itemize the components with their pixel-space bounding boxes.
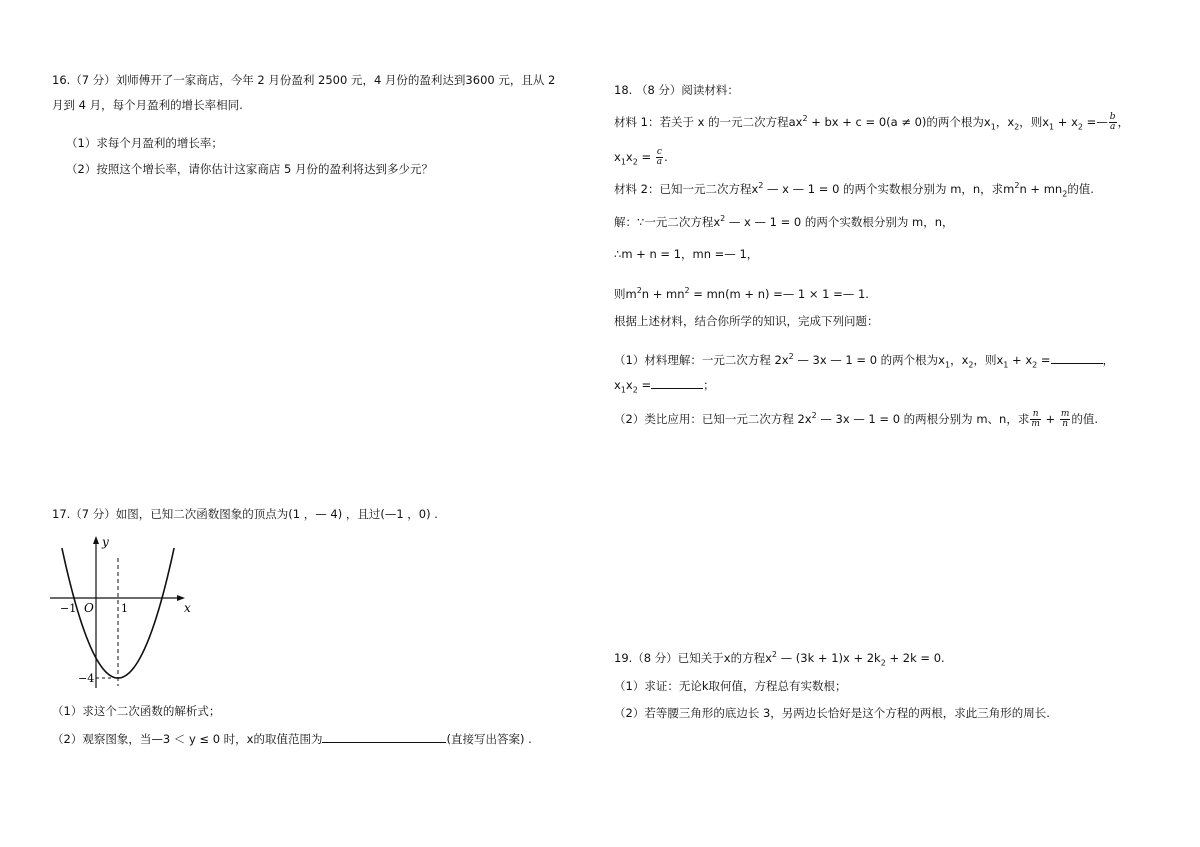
tick-label-neg1: −1 [60,602,77,615]
q18-material2: 材料 2：已知一元二次方程$x^2$ — x — 1 = 0 的两个实数根分别为 m，n，求$m^2n + mn_2$的值. [614,181,1094,199]
q18-part2: （2）类比应用：已知一元二次方程 $2x^2$ — 3x — 1 = 0 的两根分别为 m、n，求 $\frac{n}{m}$ + $\frac{m}{n}$ 的值. [614,409,1099,429]
q18-part1-line2: $x_1x_2$ = ； [614,378,715,395]
q18-solution-line1: 解：∵一元二次方程$x^2$ — x — 1 = 0 的两个实数根分别为 m，n， [614,214,954,229]
q19-part2: （2）若等腰三角形的底边长 3，另两边长恰好是这个方程的两根，求此三角形的周长. [614,706,1050,720]
q17-answer-blank [322,731,446,743]
q18-material1-line2: $x_1x_2$ = $\frac{c}{a}$ . [614,147,668,167]
q19-stem: 19.（8 分）已知关于x的方程$x^2$ — $(3k + 1)x + 2k_2 + 2k = 0$. [614,650,945,668]
q16-stem-line2: 月到 4 月，每个月盈利的增长率相同. [52,98,243,112]
fraction-b-over-a: $\frac{b}{a}$ [1109,112,1116,132]
q18-solution-line3: 则$m^2n + mn^2 = mn(m + n)$ =— 1 × 1 =— 1. [614,286,869,301]
q18-sum-blank [1051,352,1103,364]
tick-label-neg4: −4 [78,672,95,685]
parabola-graph [48,530,193,690]
q18-solution-line2: ∴m + n = 1，mn =— 1， [614,247,759,261]
q18-product-blank [651,377,703,389]
q18-material1-line1: 材料 1：若关于 x 的一元二次方程$ax^2$ + bx + c = 0(a ≠ 0)的两个根为$x_1$，$x_2$，则$x_1 + x_2$ =— $\frac{b}{a}$ ， [614,112,1130,132]
fraction-n-over-m: $\frac{n}{m}$ [1031,409,1040,429]
q18-part1-line1: （1）材料理解：一元二次方程 $2x^2$ — 3x — 1 = 0 的两个根为$x_1$，$x_2$，则$x_1 + x_2$ = ， [614,352,1115,370]
q17-part1: （1）求这个二次函数的解析式； [52,704,221,718]
q18-title: 18. （8 分）阅读材料： [614,83,739,97]
fraction-c-over-a: $\frac{c}{a}$ [656,147,663,167]
y-axis-arrow-icon [93,536,99,544]
q19-part1: （1）求证：无论k取何值，方程总有实数根； [614,679,847,693]
q16-part1: （1）求每个月盈利的增长率； [66,136,223,150]
q17-stem: 17.（7 分）如图，已知二次函数图象的顶点为(1 ，— 4) ，且过(—1 ，0) . [52,507,438,521]
origin-label: O [84,601,94,615]
fraction-m-over-n: $\frac{m}{n}$ [1060,409,1070,429]
x-axis-label: x [184,601,191,615]
y-axis-label: y [102,535,109,549]
tick-label-1: 1 [121,602,128,615]
q16-part2: （2）按照这个增长率，请你估计这家商店 5 月份的盈利将达到多少元？ [66,162,433,176]
q17-part2: （2）观察图象，当—3 ＜ y ≤ 0 时，x的取值范围为 (直接写出答案) . [52,732,532,746]
q18-instruction: 根据上述材料，结合你所学的知识，完成下列问题： [614,314,879,328]
q16-stem-line1: 16.（7 分）刘师傅开了一家商店，今年 2 月份盈利 2500 元，4 月份的盈利达到3600 元，且从 2 [52,73,556,87]
